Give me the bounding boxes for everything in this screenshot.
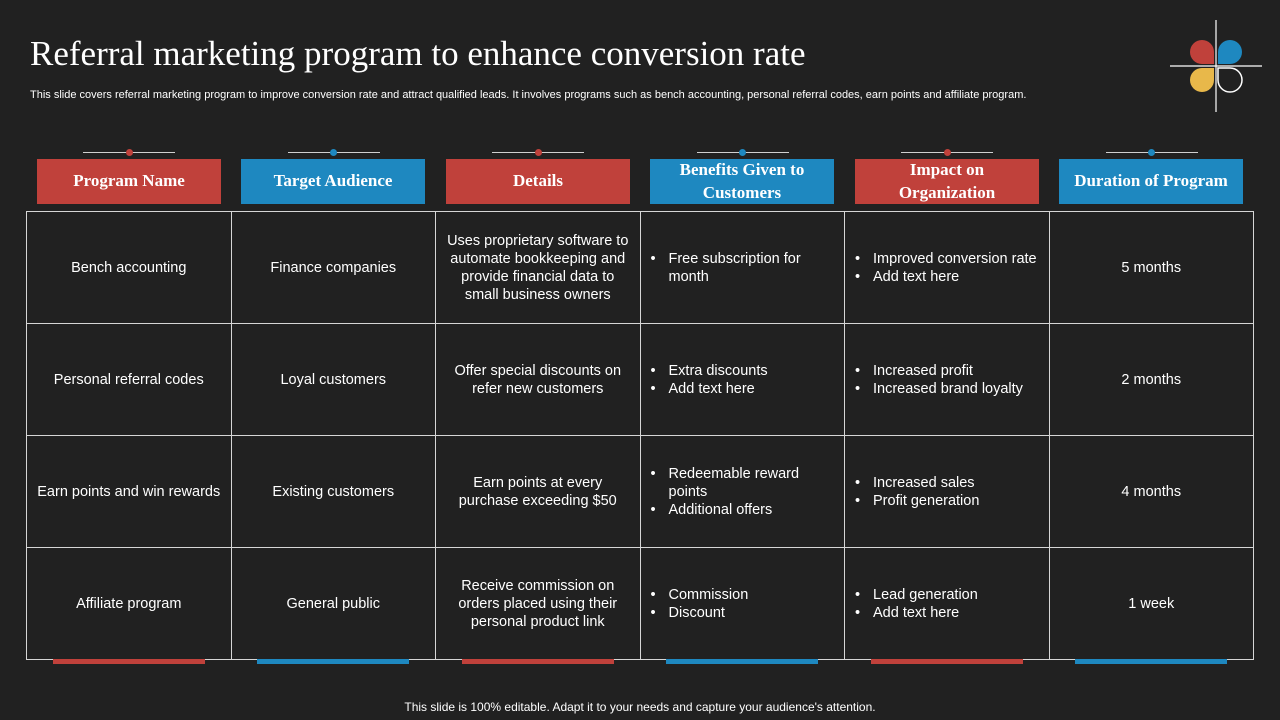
header-details: Details — [446, 159, 630, 204]
cell-audience: Finance companies — [231, 212, 436, 324]
cell-details: Uses proprietary software to automate bookkeeping and provide financial data to small business owners — [436, 212, 641, 324]
header-program-name: Program Name — [37, 159, 221, 204]
list-item: • Discount — [651, 604, 837, 622]
cell-impact — [845, 324, 1050, 436]
list-item: • Increased brand loyalty — [855, 380, 1041, 398]
cell-impact — [845, 436, 1050, 548]
list-item: • Increased profit — [855, 362, 1041, 380]
cell-duration: 4 months — [1049, 436, 1254, 548]
cell-benefits — [640, 548, 845, 660]
column-accent-bar — [666, 659, 818, 664]
column-headers — [0, 0, 1280, 210]
cell-program: Affiliate program — [27, 548, 232, 660]
list-item: • Improved conversion rate — [855, 250, 1041, 268]
header-ornament-dot — [944, 149, 951, 156]
slide-footer: This slide is 100% editable. Adapt it to your needs and capture your audience's attention. — [404, 700, 876, 714]
table-row — [27, 436, 1254, 548]
cell-benefits — [640, 324, 845, 436]
header-ornament-dot — [330, 149, 337, 156]
cell-audience: General public — [231, 548, 436, 660]
cell-details: Receive commission on orders placed using their personal product link — [436, 548, 641, 660]
slide-subtitle: This slide covers referral marketing program to improve conversion rate and attract qualified leads. It involves programs such as bench accounting, personal referral codes, earn points and affiliate program. — [30, 89, 1027, 101]
column-accent-bar — [871, 659, 1023, 664]
list-item: • Redeemable reward points — [651, 465, 837, 501]
cell-audience: Existing customers — [231, 436, 436, 548]
list-item: • Increased sales — [855, 474, 1041, 492]
cell-audience: Loyal customers — [231, 324, 436, 436]
column-accent-bar — [1075, 659, 1227, 664]
column-accent-bar — [53, 659, 205, 664]
cell-details: Earn points at every purchase exceeding $50 — [436, 436, 641, 548]
slide-title: Referral marketing program to enhance conversion rate — [30, 34, 806, 73]
table-row — [27, 548, 1254, 660]
header-duration: Duration of Program — [1059, 159, 1243, 204]
list-item: • Commission — [651, 586, 837, 604]
table-row — [27, 212, 1254, 324]
cell-impact — [845, 548, 1050, 660]
header-benefits: Benefits Given to Customers — [650, 159, 834, 204]
cell-program: Earn points and win rewards — [27, 436, 232, 548]
column-accent-bar — [257, 659, 409, 664]
header-ornament-dot — [1148, 149, 1155, 156]
header-ornament-dot — [739, 149, 746, 156]
cell-duration: 5 months — [1049, 212, 1254, 324]
list-item: • Extra discounts — [651, 362, 837, 380]
list-item: • Profit generation — [855, 492, 1041, 510]
cell-duration: 1 week — [1049, 548, 1254, 660]
header-ornament-dot — [535, 149, 542, 156]
header-impact: Impact on Organization — [855, 159, 1039, 204]
cell-duration: 2 months — [1049, 324, 1254, 436]
cell-benefits — [640, 212, 845, 324]
header-ornament-dot — [126, 149, 133, 156]
list-item: • Free subscription for month — [651, 250, 837, 286]
list-item: • Add text here — [651, 380, 837, 398]
cell-benefits — [640, 436, 845, 548]
header-target-audience: Target Audience — [241, 159, 425, 204]
list-item: • Lead generation — [855, 586, 1041, 604]
list-item: • Add text here — [855, 268, 1041, 286]
referral-program-table — [26, 211, 1254, 660]
cell-program: Personal referral codes — [27, 324, 232, 436]
list-item: • Additional offers — [651, 501, 837, 519]
column-accent-bar — [462, 659, 614, 664]
cell-program: Bench accounting — [27, 212, 232, 324]
cell-impact — [845, 212, 1050, 324]
list-item: • Add text here — [855, 604, 1041, 622]
table-row — [27, 324, 1254, 436]
cell-details: Offer special discounts on refer new customers — [436, 324, 641, 436]
